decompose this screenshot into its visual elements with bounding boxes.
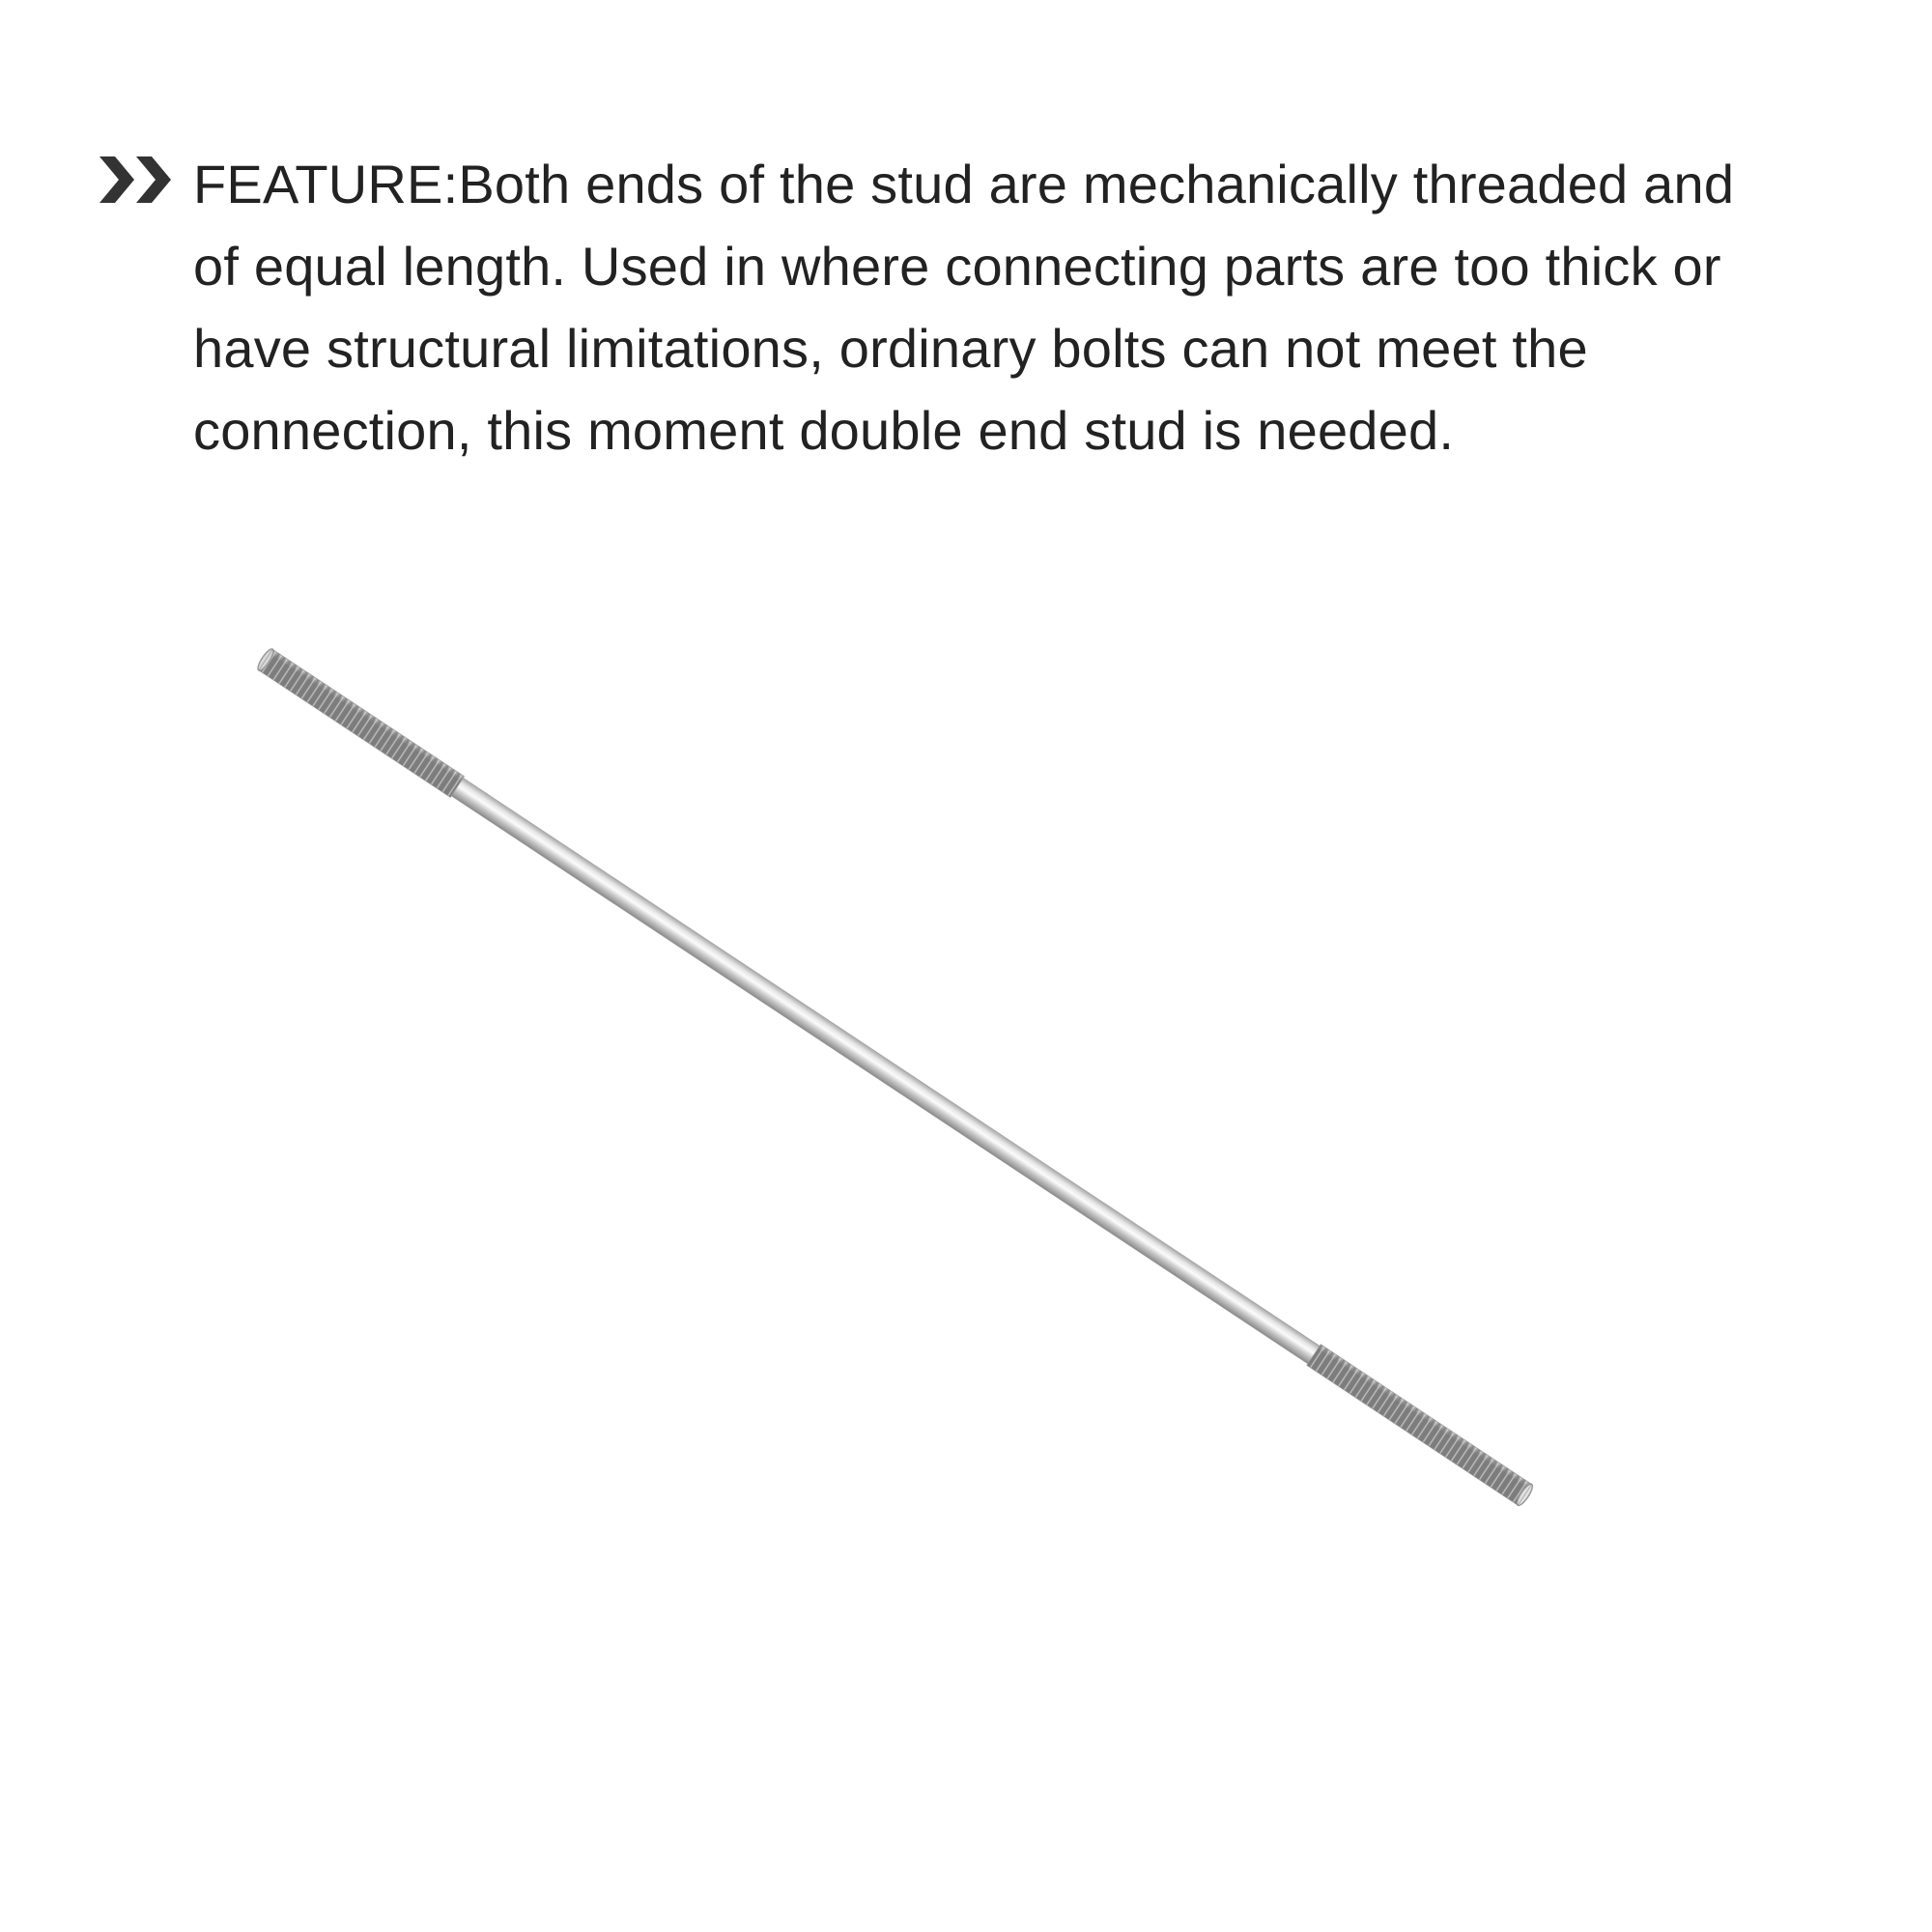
feature-line: of equal length. Used in where connecting parts are too thick or [193, 236, 1721, 297]
feature-line: have structural limitations, ordinary bolts can not meet the [193, 318, 1588, 379]
stud-rod [255, 647, 1534, 1507]
left-thread [259, 649, 465, 797]
feature-line: connection, this moment double end stud is needed. [193, 400, 1455, 461]
smooth-shaft [451, 778, 1320, 1363]
feature-line: FEATURE:Both ends of the stud are mechanically threaded and [193, 154, 1735, 214]
right-thread [1307, 1345, 1532, 1505]
